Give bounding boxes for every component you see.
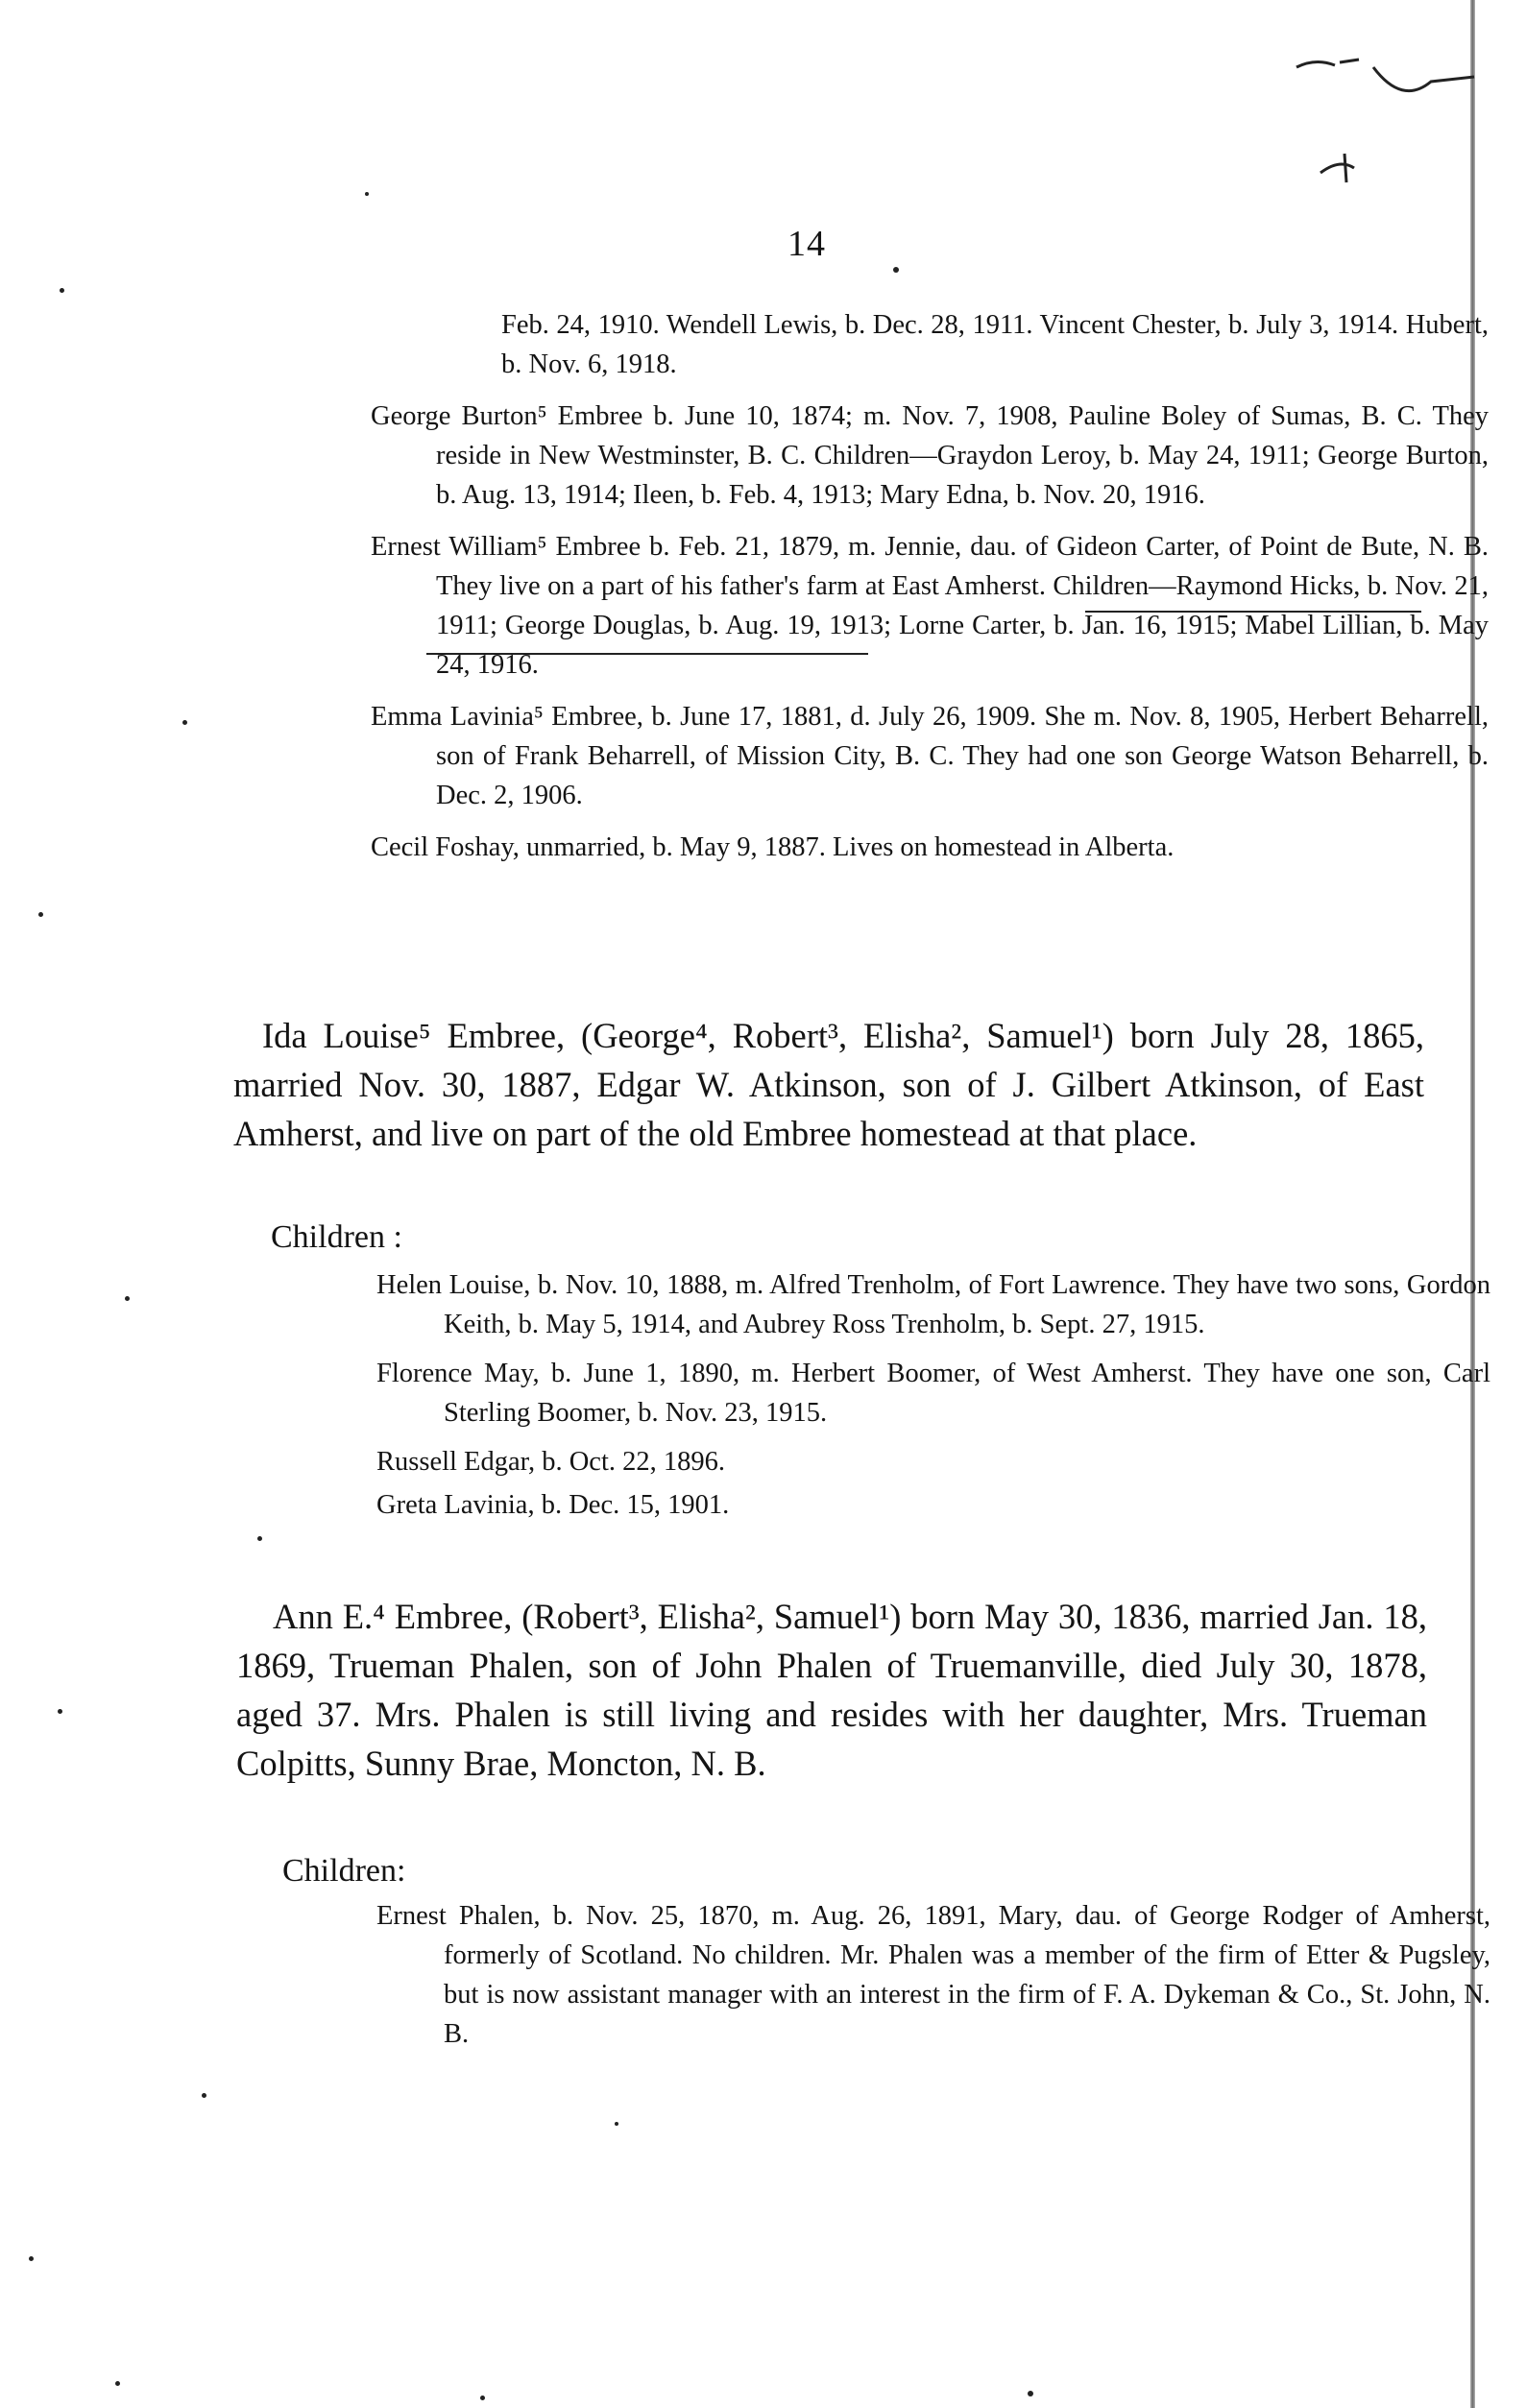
entry-paragraph: Emma Lavinia⁵ Embree, b. June 17, 1881, d. July 26, 1909. She m. Nov. 8, 1905, Herbert Beharrell, son of Frank Beharrell, of Mission City, B. C. They had one son George Watson Beharrell, b. Dec. 2, 1906.	[371, 702, 1489, 810]
entry-paragraph: Ernest William⁵ Embree b. Feb. 21, 1879, m. Jennie, dau. of Gideon Carter, of Point de Bute, N. B. They live on a part of his father's farm at East Amherst. Children—Raymond Hicks, b. Nov. 21, 1911; George Douglas, b. Aug. 19, 1913; Lorne Carter, b. Jan. 16, 1915; Mabel Lillian, b. May 24, 1916.	[371, 532, 1489, 680]
ann-paragraph-text: Ann E.⁴ Embree, (Robert³, Elisha², Samuel¹) born May 30, 1836, married Jan. 18, 1869, Trueman Phalen, son of John Phalen of Truemanville, died July 30, 1878, aged 37. Mrs. Phalen is still living and resides with her daughter, Mrs. Trueman Colpitts, Sunny Brae, Moncton, N. B.	[236, 1597, 1427, 1783]
scan-speck	[893, 267, 899, 273]
page-number: 14	[787, 224, 826, 264]
scan-speck	[125, 1296, 130, 1301]
entry-paragraph: Feb. 24, 1910. Wendell Lewis, b. Dec. 28, 1911. Vincent Chester, b. July 3, 1914. Hubert, b. Nov. 6, 1918.	[501, 310, 1489, 379]
handwritten-underline	[1085, 611, 1421, 613]
scan-speck	[38, 912, 43, 917]
child-entry: Florence May, b. June 1, 1890, m. Herbert Boomer, of West Amherst. They have one son, Carl Sterling Boomer, b. Nov. 23, 1915.	[376, 1359, 1490, 1428]
entry-paragraph: George Burton⁵ Embree b. June 10, 1874; m. Nov. 7, 1908, Pauline Boley of Sumas, B. C. They reside in New Westminster, B. C. Children—Graydon Leroy, b. May 24, 1911; George Burton, b. Aug. 13, 1914; Ileen, b. Feb. 4, 1913; Mary Edna, b. Nov. 20, 1916.	[371, 401, 1489, 510]
scan-speck	[615, 2122, 618, 2126]
scan-speck	[58, 1709, 62, 1714]
scan-speck	[60, 288, 64, 293]
ann-children-list	[376, 1896, 1490, 2054]
scan-speck	[29, 2256, 34, 2261]
ida-children-list	[376, 1265, 1490, 1525]
ida-children-heading: Children :	[271, 1219, 402, 1255]
ida-paragraph-text: Ida Louise⁵ Embree, (George⁴, Robert³, Elisha², Samuel¹) born July 28, 1865, married Nov. 30, 1887, Edgar W. Atkinson, son of J. Gilbert Atkinson, of East Amherst, and live on part of the old Embree homestead at that place.	[233, 1016, 1424, 1153]
entries-top	[371, 305, 1489, 867]
scan-speck	[480, 2396, 485, 2400]
ida-paragraph	[233, 1011, 1424, 1158]
child-entry: Ernest Phalen, b. Nov. 25, 1870, m. Aug. 26, 1891, Mary, dau. of George Rodger of Amherst, formerly of Scotland. No children. Mr. Phalen was a member of the firm of Etter & Pugsley, but is now assistant manager with an interest in the firm of F. A. Dykeman & Co., St. John, N. B.	[376, 1901, 1490, 2049]
scan-speck	[202, 2093, 206, 2098]
entry-paragraph: Cecil Foshay, unmarried, b. May 9, 1887. Lives on homestead in Alberta.	[371, 832, 1175, 862]
child-entry: Greta Lavinia, b. Dec. 15, 1901.	[376, 1490, 730, 1520]
ann-paragraph	[236, 1592, 1427, 1788]
child-entry: Helen Louise, b. Nov. 10, 1888, m. Alfred Trenholm, of Fort Lawrence. They have two sons, Gordon Keith, b. May 5, 1914, and Aubrey Ross Trenholm, b. Sept. 27, 1915.	[376, 1270, 1490, 1339]
scan-speck	[365, 192, 369, 196]
handwritten-mark	[1287, 38, 1479, 211]
scan-speck	[115, 2381, 120, 2386]
ann-children-heading: Children:	[282, 1853, 406, 1889]
handwritten-underline	[426, 653, 868, 655]
child-entry: Russell Edgar, b. Oct. 22, 1896.	[376, 1447, 725, 1477]
scan-speck	[182, 720, 187, 725]
scan-speck	[1028, 2391, 1033, 2396]
scan-speck	[257, 1536, 262, 1541]
